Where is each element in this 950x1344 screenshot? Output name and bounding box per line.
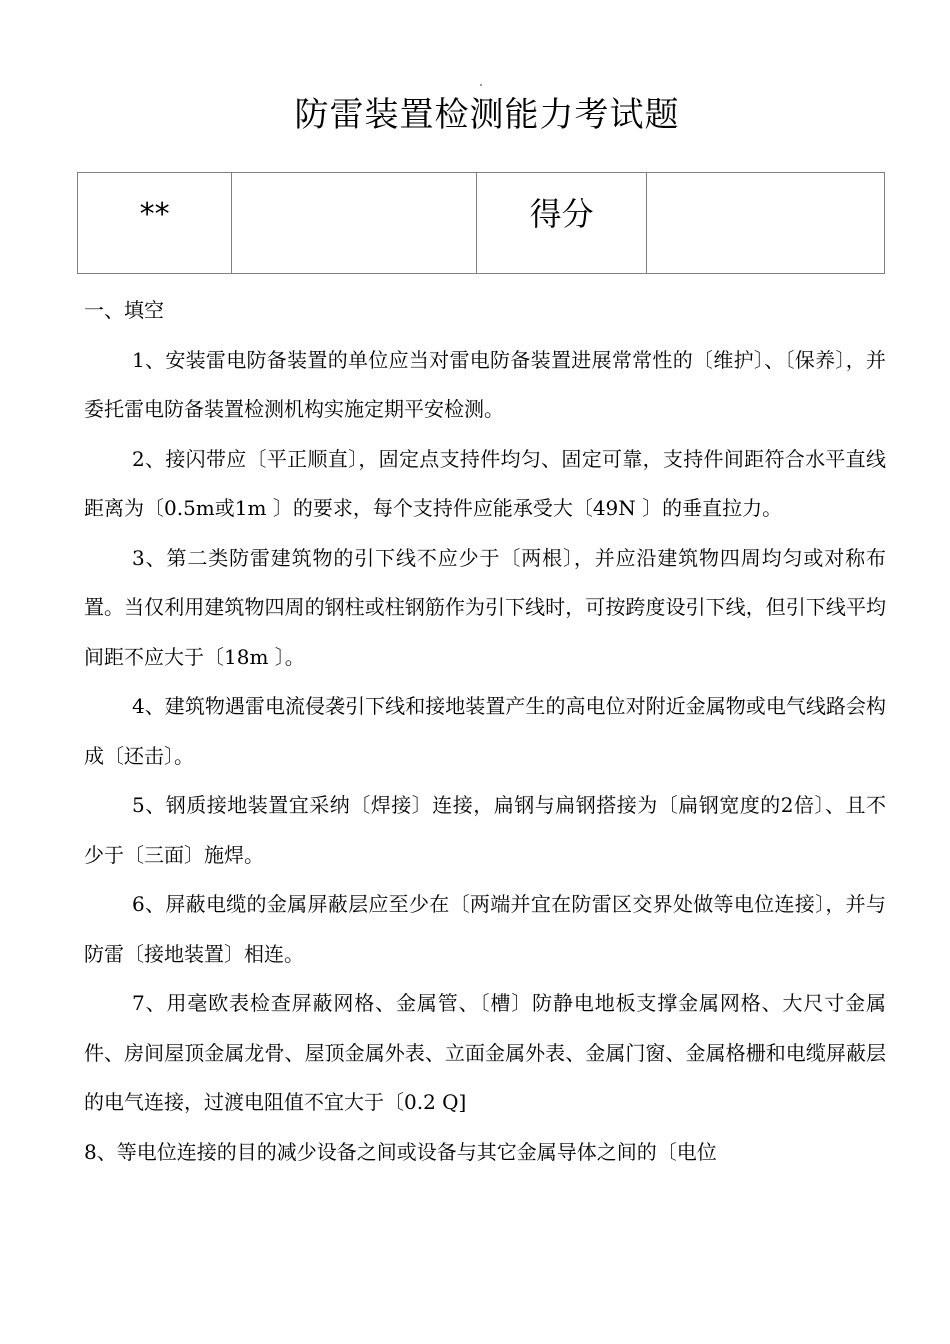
question-8: 8、等电位连接的目的减少设备之间或设备与其它金属导体之间的〔电位 xyxy=(84,1139,717,1164)
header-table xyxy=(77,172,885,274)
page-title: 防雷装置检测能力考试题 xyxy=(294,95,680,135)
name-label-cell: ** xyxy=(78,173,232,274)
question-4: 4、建筑物遇雷电流侵袭引下线和接地装置产生的高电位对附近金属物或电气线路会构成〔还击〕。 xyxy=(84,694,886,768)
section-heading: 一、填空 xyxy=(84,298,164,322)
question-6: 6、屏蔽电缆的金属屏蔽层应至少在〔两端并宜在防雷区交界处做等电位连接〕，并与防雷〔接地装置〕相连。 xyxy=(84,892,886,966)
score-value-cell xyxy=(647,173,885,274)
header-table-row xyxy=(78,173,885,274)
stray-dot xyxy=(480,84,482,86)
question-2: 2、接闪带应〔平正顺直〕，固定点支持件均匀、固定可靠，支持件间距符合水平直线距离为〔0.5m或1m 〕的要求，每个支持件应能承受大〔49N 〕的垂直拉力。 xyxy=(84,446,886,520)
question-1: 1、安装雷电防备装置的单位应当对雷电防备装置进展常常性的〔维护〕、〔保养〕，并委托雷电防备装置检测机构实施定期平安检测。 xyxy=(84,347,886,421)
exam-content xyxy=(84,286,886,1177)
question-3: 3、第二类防雷建筑物的引下线不应少于〔两根〕，并应沿建筑物四周均匀或对称布置。当仅利用建筑物四周的钢柱或柱钢筋作为引下线时，可按跨度设引下线，但引下线平均间距不应大于〔18m 〕。 xyxy=(84,545,886,669)
score-label-cell: 得分 xyxy=(477,173,647,274)
question-7: 7、用毫欧表检查屏蔽网格、金属管、〔槽〕防静电地板支撑金属网格、大尺寸金属件、房间屋顶金属龙骨、屋顶金属外表、立面金属外表、金属门窗、金属格栅和电缆屏蔽层的电气连接，过渡电阻值不宜大于〔0.2 Q] xyxy=(84,991,886,1114)
name-value-cell xyxy=(232,173,477,274)
question-5: 5、钢质接地装置宜采纳〔焊接〕连接，扁钢与扁钢搭接为〔扁钢宽度的2倍〕、且不少于〔三面〕施焊。 xyxy=(84,793,886,867)
